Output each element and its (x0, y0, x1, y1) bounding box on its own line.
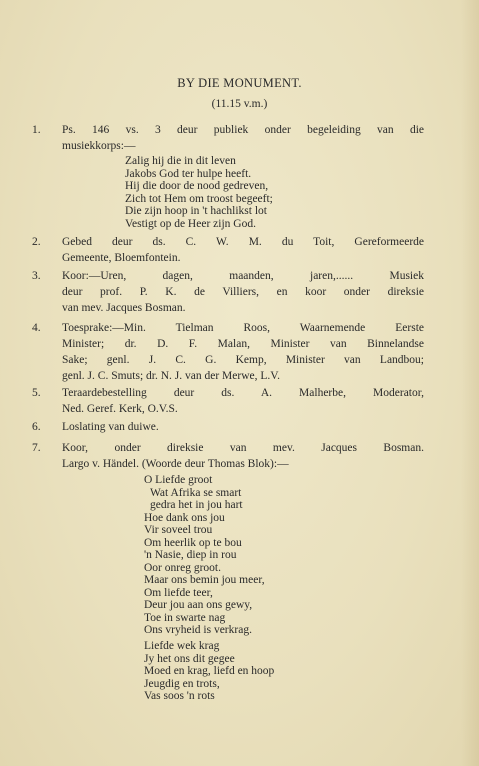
verse-line: Ons vryheid is verkrag. (144, 624, 252, 636)
item-line: Koor, onder direksie van mev. Jacques Bosman. (62, 442, 424, 454)
verse-line: Hij die door de nood gedreven, (125, 180, 269, 192)
item-number: 1. (32, 124, 41, 136)
verse-line: Oor onreg groot. (144, 561, 221, 574)
time-subtitle: (11.15 v.m.) (211, 98, 268, 110)
verse-line: 'n Nasie, diep in rou (144, 549, 237, 561)
verse-line: Liefde wek krag (144, 640, 220, 652)
verse-line: Vestigt op de Heer zijn God. (125, 217, 256, 230)
program-item-1 (32, 122, 424, 154)
verse-line: Hoe dank ons jou (144, 511, 225, 524)
verse-line: Deur jou aan ons gewy, (144, 599, 253, 611)
verse-line: Jy het ons dit gegee (144, 652, 235, 665)
verse-line: Wat Afrika se smart (150, 486, 242, 499)
verse-line: Maar ons bemin jou meer, (144, 574, 265, 586)
item-line: musiekkorps:— (62, 140, 136, 152)
item-line: Sake; genl. J. C. G. Kemp, Minister van Landbou; (62, 354, 424, 366)
verse-line: Vir soveel trou (144, 524, 213, 536)
item-number: 5. (32, 387, 41, 399)
program-item-4 (32, 320, 424, 384)
item-number: 4. (32, 322, 41, 334)
verse-line: Die zijn hoop in 't hachlikst lot (125, 205, 267, 217)
verse-line: Toe in swarte nag (144, 611, 226, 624)
page-title: BY DIE MONUMENT. (177, 76, 302, 90)
item-line: genl. J. C. Smuts; dr. N. J. van der Merwe, L.V. (62, 370, 280, 382)
item-line: Ps. 146 vs. 3 deur publiek onder begeleiding van die (62, 124, 424, 136)
item-line: Teraardebestelling deur ds. A. Malherbe, Moderator, (62, 387, 424, 399)
program-item-7 (32, 440, 424, 472)
verse-line: Jeugdig en trots, (144, 677, 220, 690)
item-number: 3. (32, 270, 41, 282)
item-line: Ned. Geref. Kerk, O.V.S. (62, 403, 178, 415)
verse-line: gedra het in jou hart (150, 499, 243, 511)
verse-line: Zich tot Hem om troost begeeft; (125, 192, 273, 205)
verse-line: Vas soos 'n rots (144, 690, 215, 702)
largo-verse-2 (144, 640, 274, 703)
item-number: 2. (32, 236, 41, 248)
psalm-verse (125, 155, 273, 230)
item-line: Gemeente, Bloemfontein. (62, 252, 181, 264)
verse-line: Zalig hij die in dit leven (125, 155, 236, 167)
item-line: Loslating van duiwe. (62, 421, 159, 433)
verse-line: Jakobs God ter hulpe heeft. (125, 167, 252, 180)
item-line: deur prof. P. K. de Villiers, en koor onder direksie (62, 286, 424, 298)
item-line: Toesprake:—Min. Tielman Roos, Waarnemende Eerste (62, 322, 424, 334)
verse-line: Moed en krag, liefd en hoop (144, 665, 275, 677)
program-item-3 (32, 268, 424, 316)
verse-line: Om heerlik op te bou (144, 536, 242, 549)
verse-line: O Liefde groot (144, 474, 213, 486)
program-item-5 (32, 385, 424, 417)
program-item-6 (32, 419, 424, 435)
item-line: Minister; dr. D. F. Malan, Minister van Binnelandse (62, 338, 424, 350)
item-line: Koor:—Uren, dagen, maanden, jaren,...... Musiek (62, 270, 424, 282)
item-number: 6. (32, 421, 41, 433)
item-number: 7. (32, 442, 41, 454)
verse-line: Om liefde teer, (144, 586, 213, 599)
program-item-2 (32, 234, 424, 266)
largo-verse-1 (144, 474, 265, 637)
item-line: van mev. Jacques Bosman. (62, 302, 186, 314)
item-line: Gebed deur ds. C. W. M. du Toit, Gereformeerde (62, 236, 424, 248)
paper-edge-shade (461, 0, 479, 766)
item-line: Largo v. Händel. (Woorde deur Thomas Blok):— (62, 458, 289, 470)
